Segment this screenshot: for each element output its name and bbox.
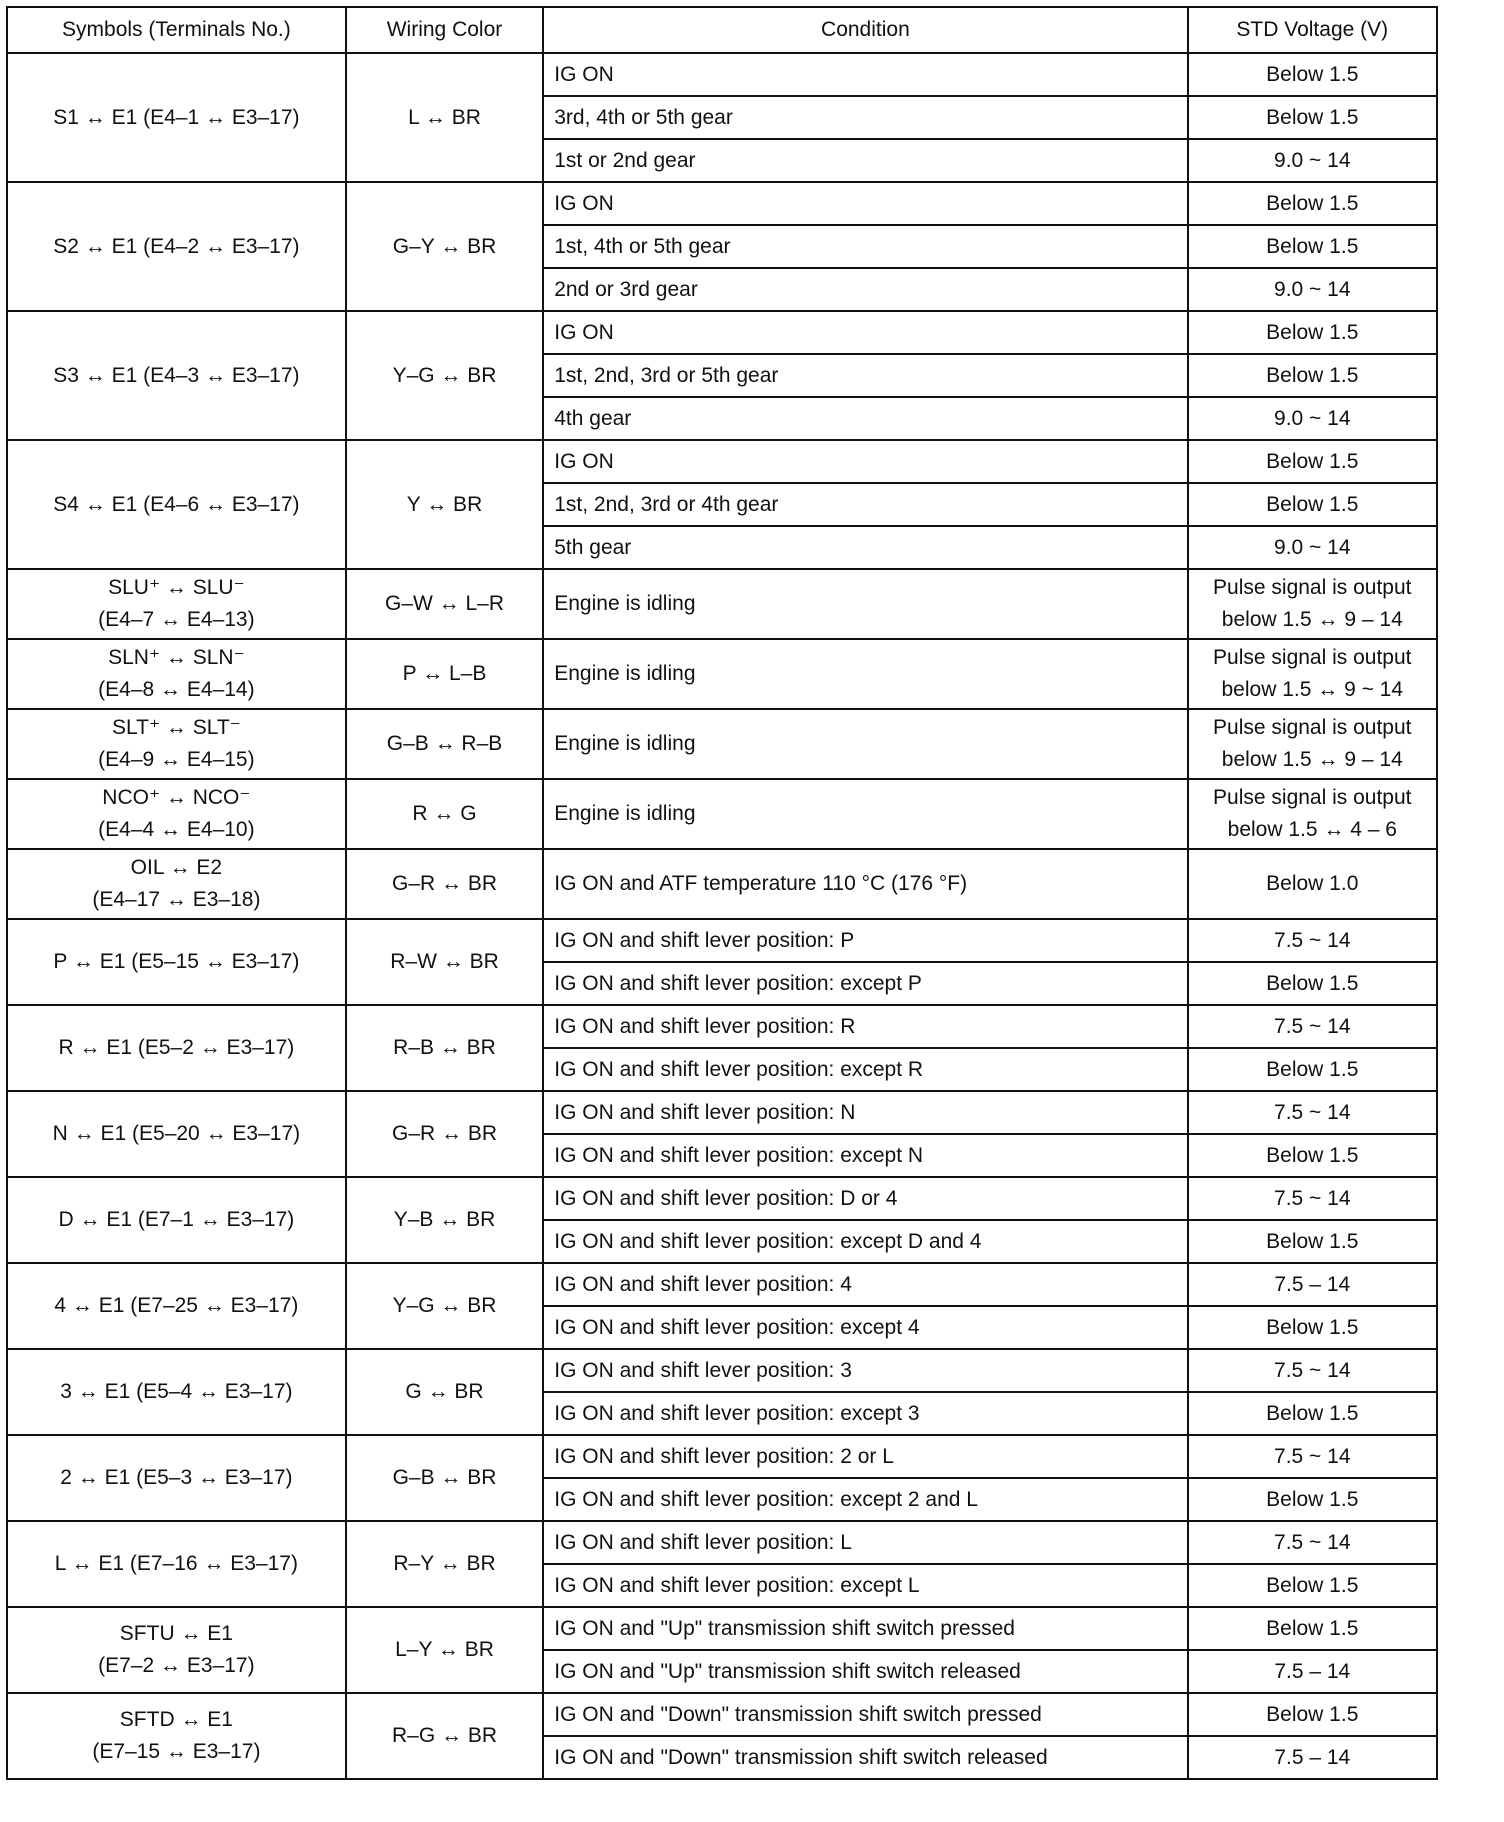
voltage-text: Below 1.5 [1266,1702,1359,1726]
std-voltage-cell [1188,919,1437,962]
wiring-color-cell: R–B ↔ BR [346,1005,543,1091]
symbol-cell [7,182,346,311]
condition-cell: IG ON and "Down" transmission shift switch pressed [543,1693,1187,1736]
wiring-color-cell: L–Y ↔ BR [346,1607,543,1693]
table-row [7,639,1437,709]
condition-cell: 3rd, 4th or 5th gear [543,96,1187,139]
header-condition: Condition [543,7,1187,53]
table-row [7,53,1437,96]
voltage-text: Below 1.0 [1266,872,1359,895]
condition-cell: Engine is idling [543,639,1187,709]
condition-cell: IG ON [543,440,1187,483]
symbol-text: N ↔ E1 (E5–20 ↔ E3–17) [52,1122,301,1145]
std-voltage-cell [1188,96,1437,139]
symbol-text: OIL ↔ E2 [130,856,223,879]
symbol-cell [7,1005,346,1091]
condition-cell: IG ON [543,53,1187,96]
voltage-text: 7.5 ~ 14 [1274,1358,1351,1382]
voltage-text: 7.5 – 14 [1274,1745,1351,1769]
symbol-cell [7,1521,346,1607]
std-voltage-cell [1188,849,1437,919]
wiring-color-cell: G ↔ BR [346,1349,543,1435]
symbol-text: (E4–17 ↔ E3–18) [92,888,261,911]
voltage-text: below 1.5 ↔ 4 – 6 [1227,818,1397,841]
voltage-text: Below 1.5 [1266,1401,1359,1425]
wiring-color-cell: G–B ↔ BR [346,1435,543,1521]
table-row [7,1005,1437,1048]
wiring-color-cell: L ↔ BR [346,53,543,182]
symbol-text: (E7–15 ↔ E3–17) [92,1740,261,1763]
terminal-voltage-table [6,6,1438,1780]
std-voltage-cell [1188,1521,1437,1564]
condition-cell: IG ON and shift lever position: 2 or L [543,1435,1187,1478]
symbol-cell [7,919,346,1005]
std-voltage-cell [1188,962,1437,1005]
wiring-color-cell: Y–G ↔ BR [346,1263,543,1349]
condition-cell: 1st, 2nd, 3rd or 5th gear [543,354,1187,397]
std-voltage-cell [1188,569,1437,639]
std-voltage-cell [1188,1349,1437,1392]
voltage-text: Below 1.5 [1266,492,1359,516]
condition-cell: IG ON and "Up" transmission shift switch pressed [543,1607,1187,1650]
wiring-color-cell: G–R ↔ BR [346,1091,543,1177]
voltage-text: Below 1.5 [1266,1487,1359,1511]
symbol-text: (E7–2 ↔ E3–17) [98,1654,255,1677]
symbol-text: (E4–9 ↔ E4–15) [98,748,255,771]
std-voltage-cell [1188,311,1437,354]
voltage-text: Below 1.5 [1266,191,1359,215]
wiring-color-cell: R–W ↔ BR [346,919,543,1005]
voltage-text: Below 1.5 [1266,971,1359,995]
wiring-color-cell: G–Y ↔ BR [346,182,543,311]
voltage-text: Below 1.5 [1266,363,1359,387]
voltage-text: 7.5 ~ 14 [1274,1100,1351,1124]
wiring-color-cell: G–W ↔ L–R [346,569,543,639]
std-voltage-cell [1188,639,1437,709]
voltage-text: below 1.5 ↔ 9 ~ 14 [1221,678,1404,701]
symbol-text: (E4–8 ↔ E4–14) [98,678,255,701]
voltage-text: 9.0 ~ 14 [1274,277,1351,301]
std-voltage-cell [1188,1306,1437,1349]
symbol-text: NCO⁺ ↔ NCO⁻ [102,786,251,809]
symbol-text: 4 ↔ E1 (E7–25 ↔ E3–17) [54,1294,299,1317]
voltage-text: Below 1.5 [1266,105,1359,129]
symbol-cell [7,639,346,709]
std-voltage-cell [1188,1650,1437,1693]
voltage-text: Below 1.5 [1266,320,1359,344]
condition-cell: IG ON [543,182,1187,225]
symbol-cell [7,1177,346,1263]
std-voltage-cell [1188,1478,1437,1521]
symbol-text: SLU⁺ ↔ SLU⁻ [108,576,245,599]
table-row [7,709,1437,779]
symbol-cell [7,849,346,919]
condition-cell: IG ON and shift lever position: except R [543,1048,1187,1091]
std-voltage-cell [1188,1693,1437,1736]
condition-cell: 1st, 2nd, 3rd or 4th gear [543,483,1187,526]
std-voltage-cell [1188,709,1437,779]
symbol-text: P ↔ E1 (E5–15 ↔ E3–17) [53,950,300,973]
symbol-cell [7,1693,346,1779]
symbol-text: L ↔ E1 (E7–16 ↔ E3–17) [54,1552,298,1575]
table-row [7,1091,1437,1134]
symbol-text: (E4–7 ↔ E4–13) [98,608,255,631]
std-voltage-cell [1188,1005,1437,1048]
symbol-text: (E4–4 ↔ E4–10) [98,818,255,841]
symbol-cell [7,1263,346,1349]
symbol-text: SLN⁺ ↔ SLN⁻ [108,646,245,669]
symbol-text: S1 ↔ E1 (E4–1 ↔ E3–17) [53,105,300,129]
condition-cell: IG ON and shift lever position: except D and 4 [543,1220,1187,1263]
condition-cell: IG ON and shift lever position: 4 [543,1263,1187,1306]
std-voltage-cell [1188,1564,1437,1607]
std-voltage-cell [1188,779,1437,849]
std-voltage-cell [1188,1091,1437,1134]
voltage-text: 9.0 ~ 14 [1274,406,1351,430]
table-row [7,1521,1437,1564]
condition-cell: IG ON and shift lever position: except 3 [543,1392,1187,1435]
condition-cell: Engine is idling [543,709,1187,779]
symbol-text: D ↔ E1 (E7–1 ↔ E3–17) [58,1208,295,1231]
voltage-text: Below 1.5 [1266,1573,1359,1597]
table-row [7,1693,1437,1736]
std-voltage-cell [1188,397,1437,440]
voltage-text: 9.0 ~ 14 [1274,148,1351,172]
std-voltage-cell [1188,1736,1437,1779]
voltage-text: below 1.5 ↔ 9 – 14 [1221,748,1403,771]
condition-cell: IG ON and shift lever position: except 2 and L [543,1478,1187,1521]
voltage-text: 7.5 ~ 14 [1274,928,1351,952]
table-row [7,1349,1437,1392]
symbol-text: R ↔ E1 (E5–2 ↔ E3–17) [58,1036,295,1059]
voltage-text: Below 1.5 [1266,1229,1359,1253]
header-std-voltage: STD Voltage (V) [1188,7,1437,53]
std-voltage-cell [1188,1134,1437,1177]
symbol-text: S4 ↔ E1 (E4–6 ↔ E3–17) [53,492,300,516]
condition-cell: IG ON and shift lever position: D or 4 [543,1177,1187,1220]
symbol-cell [7,440,346,569]
condition-cell: 4th gear [543,397,1187,440]
table-row [7,569,1437,639]
wiring-color-cell: R–G ↔ BR [346,1693,543,1779]
voltage-text: 7.5 ~ 14 [1274,1530,1351,1554]
symbol-cell [7,1091,346,1177]
condition-cell: IG ON and "Up" transmission shift switch released [543,1650,1187,1693]
std-voltage-cell [1188,1220,1437,1263]
voltage-text: 7.5 – 14 [1274,1272,1351,1296]
symbol-text: S2 ↔ E1 (E4–2 ↔ E3–17) [53,234,300,258]
condition-cell: Engine is idling [543,779,1187,849]
wiring-color-cell: G–B ↔ R–B [346,709,543,779]
table-row [7,1607,1437,1650]
std-voltage-cell [1188,1392,1437,1435]
wiring-color-cell: Y–G ↔ BR [346,311,543,440]
symbol-cell [7,53,346,182]
wiring-color-cell: G–R ↔ BR [346,849,543,919]
table-body [7,53,1437,1779]
condition-cell: IG ON and shift lever position: R [543,1005,1187,1048]
std-voltage-cell [1188,1607,1437,1650]
std-voltage-cell [1188,225,1437,268]
std-voltage-cell [1188,526,1437,569]
condition-cell: Engine is idling [543,569,1187,639]
symbol-cell [7,779,346,849]
condition-cell: IG ON and shift lever position: except P [543,962,1187,1005]
voltage-text: Below 1.5 [1266,1616,1359,1640]
voltage-text: Pulse signal is output [1213,646,1412,669]
condition-cell: 1st or 2nd gear [543,139,1187,182]
voltage-text: 7.5 ~ 14 [1274,1444,1351,1468]
voltage-text: Below 1.5 [1266,234,1359,258]
condition-cell: 5th gear [543,526,1187,569]
wiring-color-cell: Y–B ↔ BR [346,1177,543,1263]
voltage-text: 7.5 ~ 14 [1274,1186,1351,1210]
condition-cell: IG ON and "Down" transmission shift switch released [543,1736,1187,1779]
symbol-cell [7,709,346,779]
condition-cell: IG ON and shift lever position: except 4 [543,1306,1187,1349]
wiring-color-cell: P ↔ L–B [346,639,543,709]
table-row [7,1177,1437,1220]
std-voltage-cell [1188,182,1437,225]
symbol-text: SLT⁺ ↔ SLT⁻ [112,716,241,739]
symbol-text: SFTD ↔ E1 [119,1708,233,1731]
voltage-text: Below 1.5 [1266,1315,1359,1339]
voltage-text: Pulse signal is output [1213,786,1412,809]
voltage-text: Pulse signal is output [1213,716,1412,739]
std-voltage-cell [1188,483,1437,526]
condition-cell: IG ON and shift lever position: L [543,1521,1187,1564]
condition-cell: IG ON and ATF temperature 110 °C (176 °F) [543,849,1187,919]
std-voltage-cell [1188,354,1437,397]
table-row [7,919,1437,962]
symbol-cell [7,569,346,639]
symbol-text: 3 ↔ E1 (E5–4 ↔ E3–17) [60,1380,293,1403]
voltage-text: Pulse signal is output [1213,576,1412,599]
symbol-cell [7,1435,346,1521]
voltage-text: 7.5 ~ 14 [1274,1014,1351,1038]
table-row [7,1435,1437,1478]
table-row [7,182,1437,225]
voltage-text: Below 1.5 [1266,1057,1359,1081]
symbol-text: 2 ↔ E1 (E5–3 ↔ E3–17) [60,1466,293,1489]
condition-cell: 1st, 4th or 5th gear [543,225,1187,268]
std-voltage-cell [1188,1263,1437,1306]
wiring-color-cell: R–Y ↔ BR [346,1521,543,1607]
condition-cell: IG ON and shift lever position: except N [543,1134,1187,1177]
std-voltage-cell [1188,139,1437,182]
table-row [7,311,1437,354]
header-symbols: Symbols (Terminals No.) [7,7,346,53]
table-row [7,849,1437,919]
wiring-color-cell: R ↔ G [346,779,543,849]
std-voltage-cell [1188,1177,1437,1220]
voltage-text: Below 1.5 [1266,1143,1359,1167]
condition-cell: IG ON and shift lever position: P [543,919,1187,962]
symbol-cell [7,311,346,440]
wiring-color-cell: Y ↔ BR [346,440,543,569]
condition-cell: IG ON and shift lever position: 3 [543,1349,1187,1392]
std-voltage-cell [1188,268,1437,311]
voltage-text: Below 1.5 [1266,62,1359,86]
std-voltage-cell [1188,53,1437,96]
condition-cell: IG ON [543,311,1187,354]
table-row [7,440,1437,483]
header-wiring-color: Wiring Color [346,7,543,53]
symbol-cell [7,1349,346,1435]
std-voltage-cell [1188,1048,1437,1091]
table-row [7,1263,1437,1306]
voltage-text: below 1.5 ↔ 9 – 14 [1221,608,1403,631]
symbol-cell [7,1607,346,1693]
header-row [7,7,1437,53]
std-voltage-cell [1188,440,1437,483]
condition-cell: IG ON and shift lever position: N [543,1091,1187,1134]
symbol-text: SFTU ↔ E1 [119,1622,233,1645]
condition-cell: IG ON and shift lever position: except L [543,1564,1187,1607]
voltage-text: Below 1.5 [1266,449,1359,473]
voltage-text: 9.0 ~ 14 [1274,535,1351,559]
symbol-text: S3 ↔ E1 (E4–3 ↔ E3–17) [53,363,300,387]
voltage-text: 7.5 – 14 [1274,1659,1351,1683]
condition-cell: 2nd or 3rd gear [543,268,1187,311]
std-voltage-cell [1188,1435,1437,1478]
table-row [7,779,1437,849]
